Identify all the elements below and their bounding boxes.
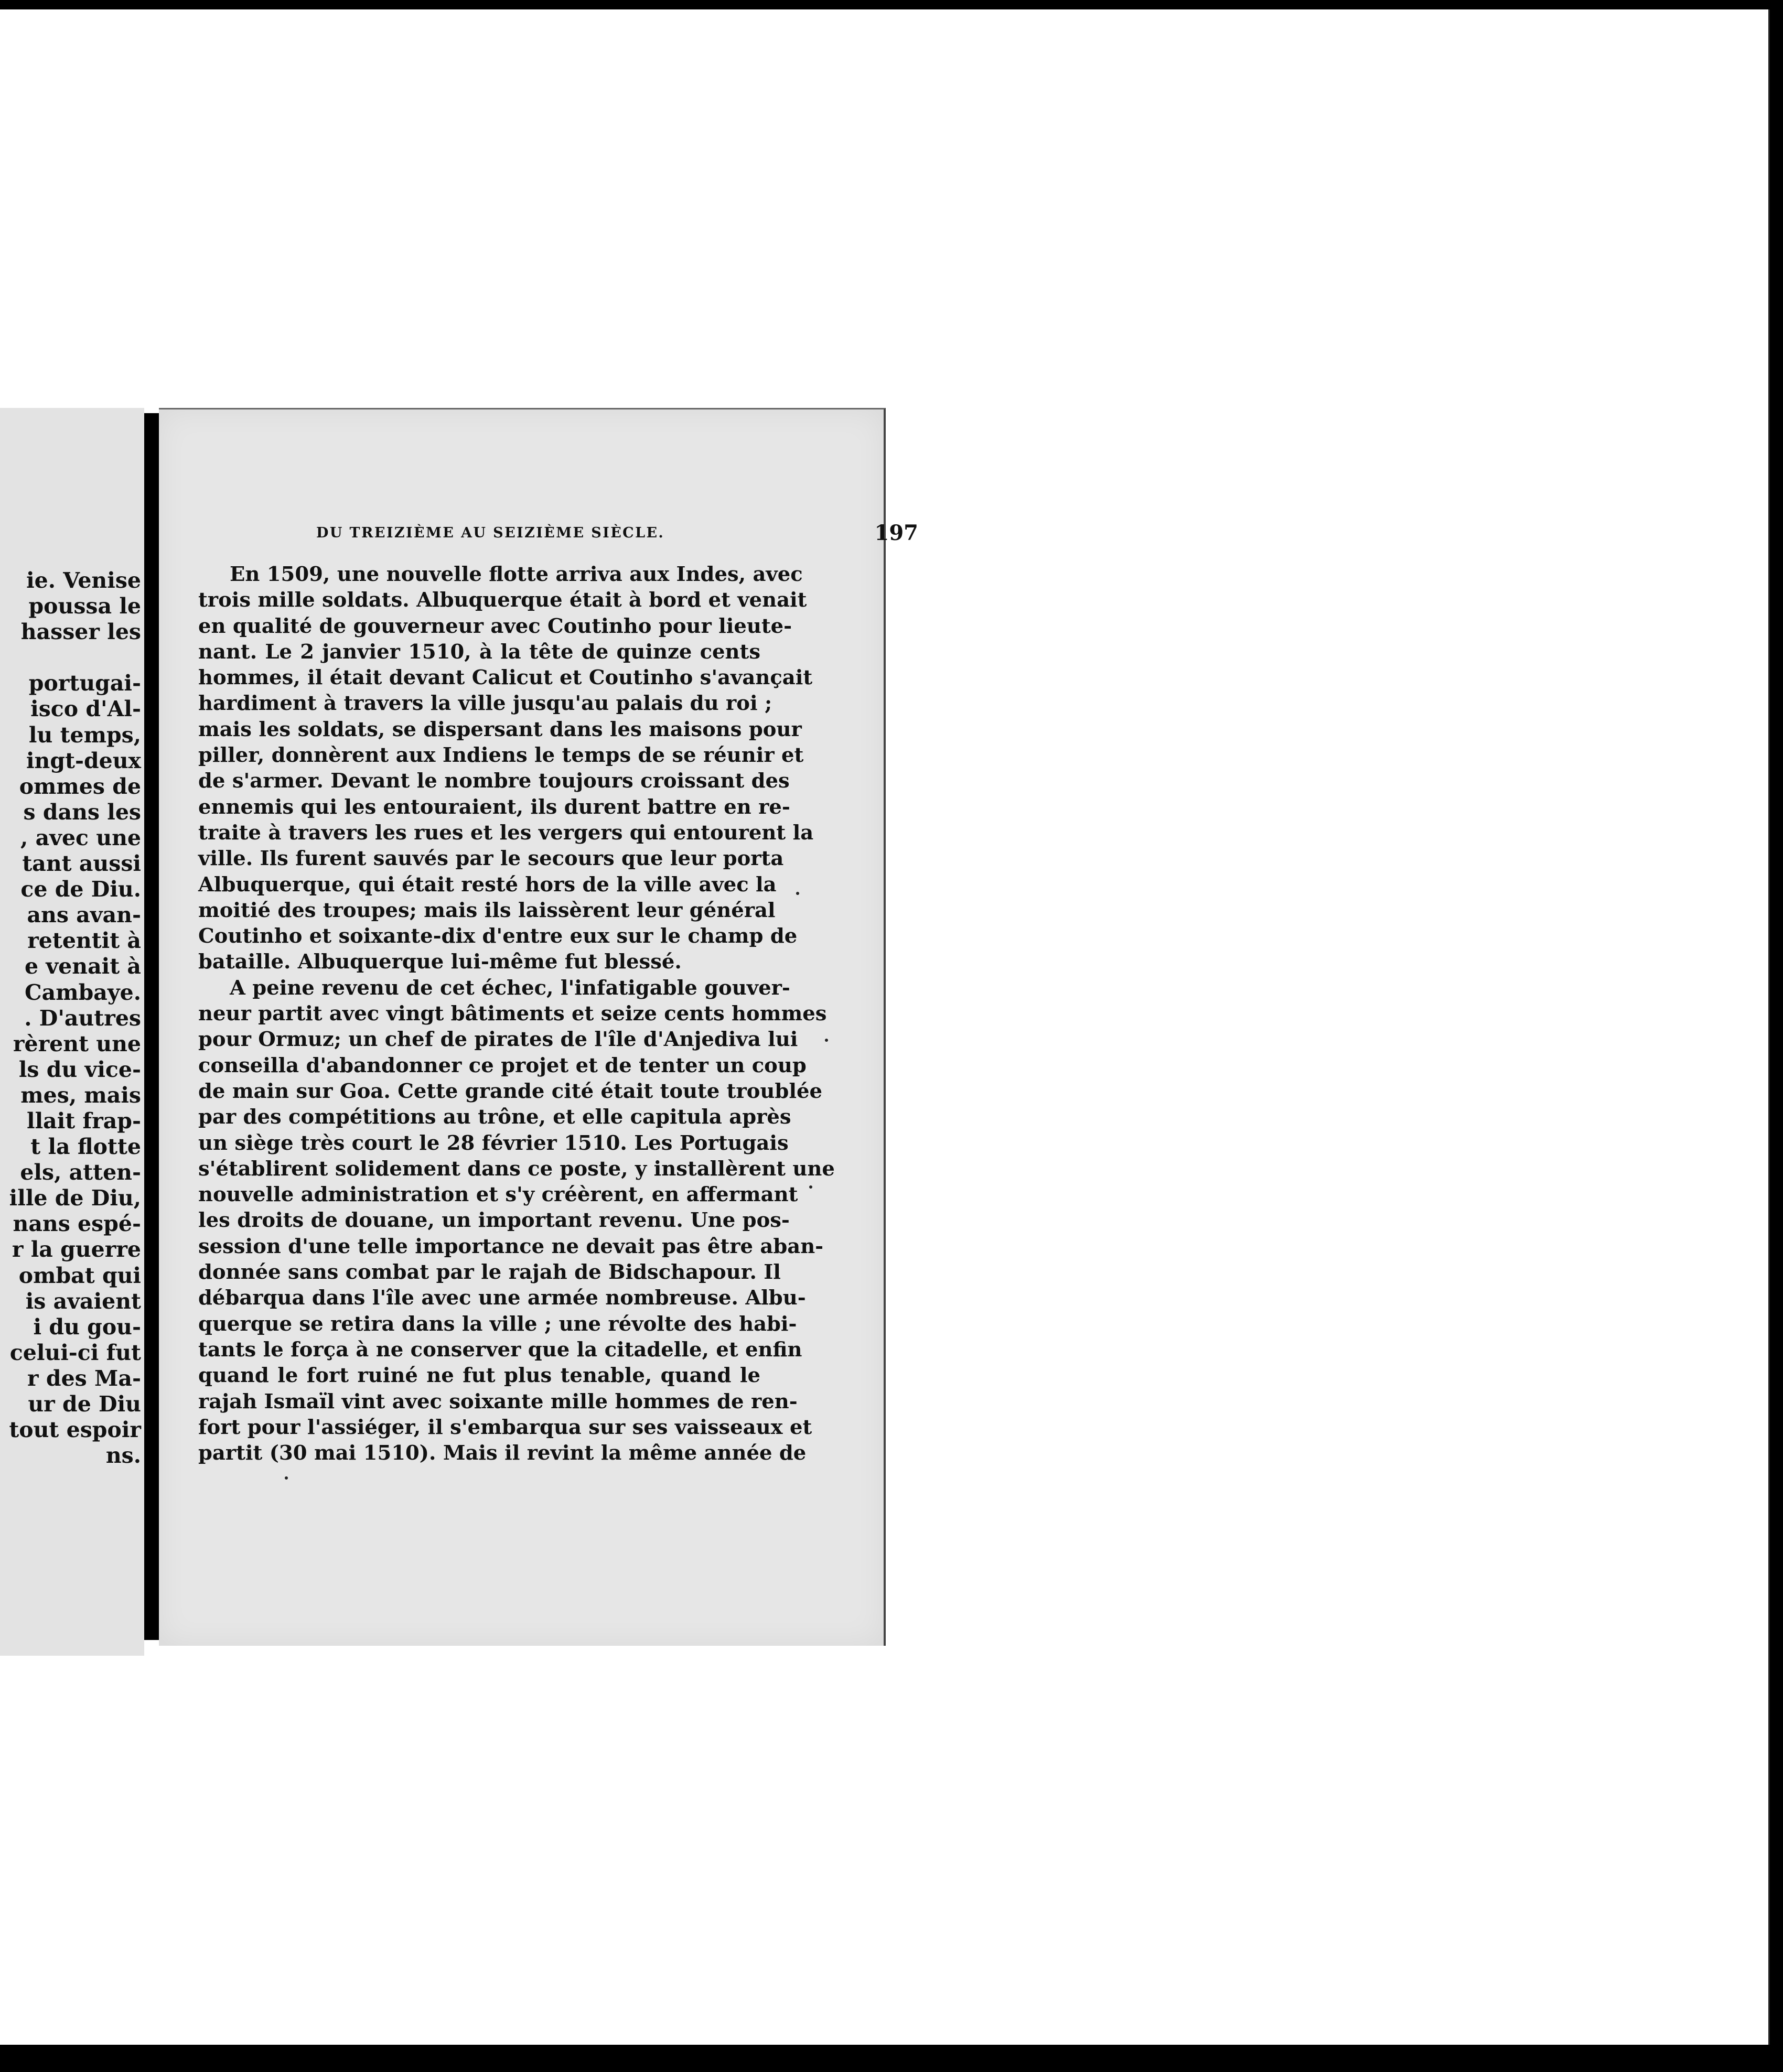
previous-page-line: s dans les (23, 799, 141, 825)
body-line: En 1509, une nouvelle flotte arriva aux Indes, avec (230, 563, 803, 586)
previous-page-text (9, 568, 141, 1469)
body-line: par des compétitions au trône, et elle capitula après (198, 1105, 791, 1129)
previous-page-line: r des Ma- (27, 1365, 141, 1391)
previous-page-line: hasser les (20, 619, 141, 645)
body-line: fort pour l'assiéger, il s'embarqua sur ses vaisseaux et (198, 1415, 812, 1439)
body-line: ennemis qui les entouraient, ils durent battre en re- (198, 795, 790, 819)
body-line: un siège très court le 28 février 1510. Les Portugais (198, 1131, 789, 1155)
previous-page-line: , avec une (20, 825, 141, 850)
previous-page-line: ls du vice- (18, 1056, 141, 1082)
previous-page-line: portugai- (28, 671, 141, 696)
previous-page-line: ce de Diu. (20, 877, 141, 902)
previous-page-line: els, atten- (20, 1160, 141, 1185)
previous-page-line: poussa le (28, 593, 141, 619)
previous-page-line: e venait à (25, 954, 141, 979)
previous-page-line: ur de Diu (28, 1391, 141, 1417)
paper-speck (285, 1476, 288, 1480)
body-line: conseilla d'abandonner ce projet et de tenter un coup (198, 1053, 807, 1077)
previous-page-line: t la flotte (30, 1134, 141, 1160)
body-line: moitié des troupes; mais ils laissèrent leur général (198, 898, 776, 922)
body-line: traite à travers les rues et les vergers qui entourent la (198, 821, 814, 845)
current-page (159, 408, 918, 1646)
previous-page-line: ans avan- (27, 902, 141, 928)
previous-page-line: retentit à (27, 928, 141, 954)
body-line: nouvelle administration et s'y créèrent, en affermant (198, 1183, 798, 1207)
paper-speck (825, 1039, 828, 1042)
previous-page-line: Cambaye. (25, 979, 141, 1005)
previous-page-line: is avaient (25, 1288, 141, 1314)
body-line: de s'armer. Devant le nombre toujours croissant des (198, 769, 790, 793)
body-line: débarqua dans l'île avec une armée nombreuse. Albu- (198, 1286, 806, 1310)
previous-page-line: nans espé- (13, 1211, 141, 1237)
paper-speck (809, 1185, 812, 1189)
previous-page-fragment (0, 408, 144, 1656)
body-line: partit (30 mai 1510). Mais il revint la même année de (198, 1441, 807, 1465)
body-line: tants le força à ne conserver que la citadelle, et enfin (198, 1337, 802, 1362)
previous-page-line: mes, mais (20, 1082, 141, 1108)
previous-page-line (9, 645, 141, 671)
body-line: session d'une telle importance ne devait pas être aban- (198, 1234, 824, 1258)
body-line: A peine revenu de cet échec, l'infatigable gouver- (230, 976, 790, 1000)
body-line: ville. Ils furent sauvés par le secours que leur porta (198, 847, 784, 871)
previous-page-line: ns. (105, 1443, 141, 1469)
body-line: hommes, il était devant Calicut et Coutinho s'avançait (198, 666, 813, 690)
body-line: donnée sans combat par le rajah de Bidschapour. Il (198, 1260, 781, 1285)
previous-page-line: i du gou- (33, 1314, 141, 1340)
previous-page-line: ombat qui (18, 1262, 141, 1288)
paper-speck (796, 892, 799, 895)
body-line: hardiment à travers la ville jusqu'au palais du roi ; (198, 692, 772, 716)
running-title: DU TREIZIÈME AU SEIZIÈME SIÈCLE. (316, 525, 665, 541)
scan-sheet (0, 9, 1770, 2045)
previous-page-line: tout espoir (9, 1417, 141, 1443)
body-line: rajah Ismaïl vint avec soixante mille hommes de ren- (198, 1389, 798, 1413)
body-line: piller, donnèrent aux Indiens le temps de se réunir et (198, 743, 804, 768)
body-line: quand le fort ruiné ne fut plus tenable, quand le (198, 1364, 760, 1388)
previous-page-line: ingt-deux (26, 748, 141, 773)
body-line: mais les soldats, se dispersant dans les maisons pour (198, 717, 802, 741)
book-gutter (144, 413, 159, 1640)
body-line: de main sur Goa. Cette grande cité était toute troublée (198, 1079, 822, 1103)
body-line: bataille. Albuquerque lui-même fut blessé. (198, 950, 682, 974)
body-line: nant. Le 2 janvier 1510, à la tête de quinze cents (198, 640, 760, 664)
previous-page-line: ille de Diu, (9, 1185, 141, 1211)
body-line: Coutinho et soixante-dix d'entre eux sur le champ de (198, 924, 798, 948)
previous-page-line: rèrent une (13, 1031, 141, 1056)
previous-page-line: lu temps, (28, 722, 141, 748)
body-line: querque se retira dans la ville ; une révolte des habi- (198, 1312, 797, 1336)
body-line: en qualité de gouverneur avec Coutinho pour lieute- (198, 614, 792, 638)
previous-page-line: celui-ci fut (9, 1340, 141, 1365)
previous-page-line: r la guerre (12, 1237, 141, 1262)
previous-page-line: isco d'Al- (30, 696, 141, 722)
page-body-text (198, 562, 835, 1466)
body-line: trois mille soldats. Albuquerque était à bord et venait (198, 588, 807, 612)
page-number: 197 (874, 521, 918, 545)
body-line: pour Ormuz; un chef de pirates de l'île d'Anjediva lui (198, 1028, 798, 1052)
previous-page-line: llait frap- (27, 1108, 141, 1134)
previous-page-line: ie. Venise (26, 568, 141, 593)
previous-page-line: . D'autres (24, 1005, 141, 1031)
previous-page-line: tant aussi (22, 851, 141, 877)
body-line: neur partit avec vingt bâtiments et seize cents hommes (198, 1002, 827, 1026)
body-line: les droits de douane, un important revenu. Une pos- (198, 1208, 790, 1233)
previous-page-line: ommes de (19, 773, 141, 799)
body-line: s'établirent solidement dans ce poste, y installèrent une (198, 1157, 835, 1181)
body-line: Albuquerque, qui était resté hors de la ville avec la (198, 872, 777, 897)
